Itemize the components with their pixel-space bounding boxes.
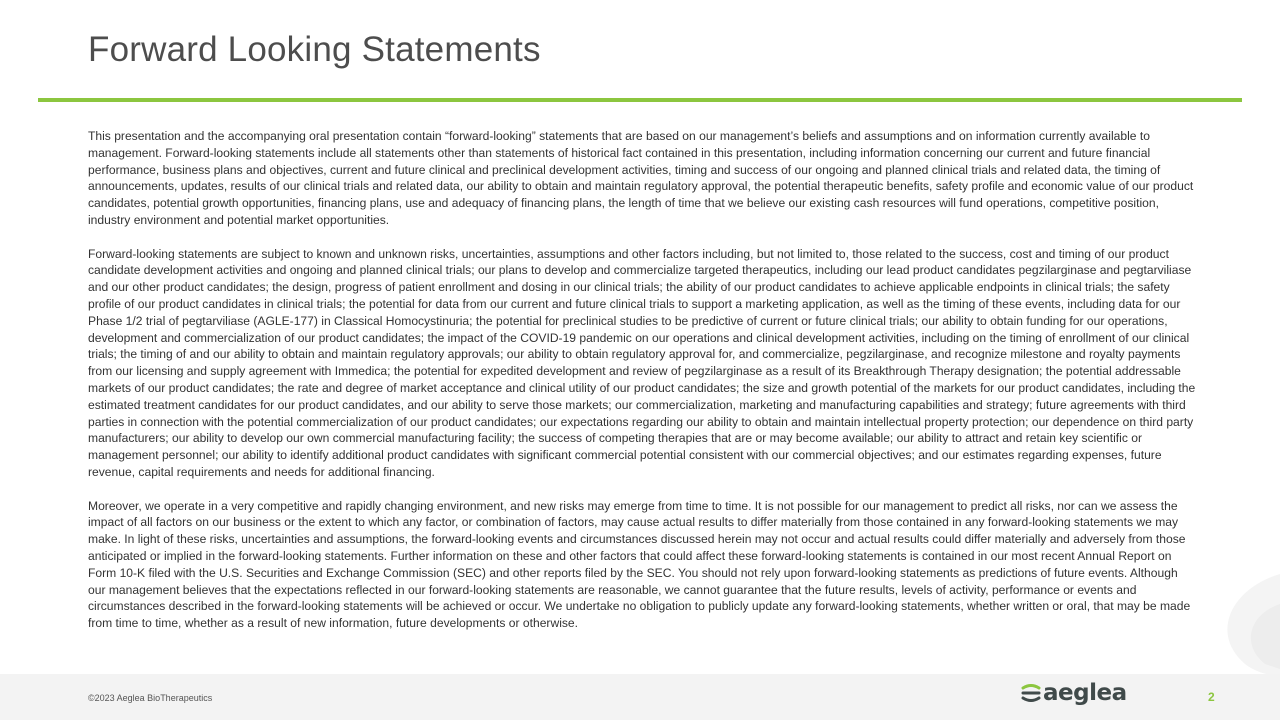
company-logo xyxy=(1020,680,1127,706)
slide-title: Forward Looking Statements xyxy=(88,30,541,69)
disclaimer-body xyxy=(88,128,1196,649)
logo-mark-icon xyxy=(1020,682,1042,704)
paragraph-environment: Moreover, we operate in a very competitive and rapidly changing environment, and new risks may emerge from time to time. It is not possible for our management to predict all risks, nor can we assess the impact of all factors on our business or the extent to which any factor, or combination of factors, may cause actual results to differ materially from those contained in any forward-looking statements we may make. In light of these risks, uncertainties and assumptions, the forward-looking events and circumstances discussed herein may not occur and actual results could differ materially and adversely from those anticipated or implied in the forward-looking statements. Further information on these and other factors that could affect these forward-looking statements is contained in our most recent Annual Report on Form 10-K filed with the U.S. Securities and Exchange Commission (SEC) and other reports filed by the SEC. You should not rely upon forward-looking statements as predictions of future events. Although our management believes that the expectations reflected in our forward-looking statements are reasonable, we cannot guarantee that the future results, levels of activity, performance or events and circumstances described in the forward-looking statements will be achieved or occur. We undertake no obligation to publicly update any forward-looking statements, whether written or oral, that may be made from time to time, whether as a result of new information, future developments or otherwise. xyxy=(88,498,1191,631)
background-swoosh-decoration xyxy=(1190,564,1280,684)
title-divider xyxy=(38,98,1242,102)
paragraph-intro: This presentation and the accompanying oral presentation contain “forward-looking” statements that are based on our management’s beliefs and assumptions and on information currently available to management. Forward-looking statements include all statements other than statements of historical fact contained in this presentation, including information concerning our current and future financial performance, business plans and objectives, current and future clinical and preclinical development activities, timing and success of our ongoing and planned clinical trials and related data, the timing of announcements, updates, results of our clinical trials and related data, our ability to obtain and maintain regulatory approval, the potential therapeutic benefits, safety profile and economic value of our product candidates, potential growth opportunities, financing plans, use and adequacy of financing plans, the length of time that we believe our existing cash resources will fund operations, competitive position, industry environment and potential market opportunities. xyxy=(88,129,1194,227)
copyright-text: ©2023 Aeglea BioTherapeutics xyxy=(88,693,213,703)
logo-wordmark: aeglea xyxy=(1043,680,1127,706)
paragraph-risks: Forward-looking statements are subject to known and unknown risks, uncertainties, assumptions and other factors including, but not limited to, those related to the success, cost and timing of our product candidate development activities and ongoing and planned clinical trials; our plans to develop and commercialize targeted therapeutics, including our lead product candidates pegzilarginase and pegtarviliase and our other product candidates; the design, progress of patient enrollment and dosing in our clinical trials; the ability of our product candidates to achieve applicable endpoints in clinical trials; the safety profile of our product candidates in clinical trials; the potential for data from our current and future clinical trials to support a marketing application, as well as the timing of these events, including data for our Phase 1/2 trial of pegtarviliase (AGLE-177) in Classical Homocystinuria; the potential for preclinical studies to be predictive of current or future clinical trials; our ability to obtain funding for our operations, development and commercialization of our product candidates; the impact of the COVID-19 pandemic on our operations and clinical development activities, including on the timing of enrollment of our clinical trials; the timing of and our ability to obtain and maintain regulatory approvals; our ability to obtain regulatory approval for, and commercialize, pegzilarginase, and recognize milestone and royalty payments from our licensing and supply agreement with Immedica; the potential for expedited development and review of pegzilarginase as a result of its Breakthrough Therapy designation; the potential addressable markets of our product candidates; the rate and degree of market acceptance and clinical utility of our product candidates; the size and growth potential of the markets for our product candidates, including the estimated treatment candidates for our product candidates, and our ability to serve those markets; our commercialization, marketing and manufacturing capabilities and strategy; future agreements with third parties in connection with the potential commercialization of our product candidates; our expectations regarding our ability to obtain and maintain intellectual property protection; our dependence on third party manufacturers; our ability to develop our own commercial manufacturing facility; the success of competing therapies that are or may become available; our ability to attract and retain key scientific or management personnel; our ability to identify additional product candidates with significant commercial potential consistent with our commercial objectives; and our estimates regarding expenses, future revenue, capital requirements and needs for additional financing. xyxy=(88,246,1196,479)
page-number: 2 xyxy=(1208,690,1215,704)
